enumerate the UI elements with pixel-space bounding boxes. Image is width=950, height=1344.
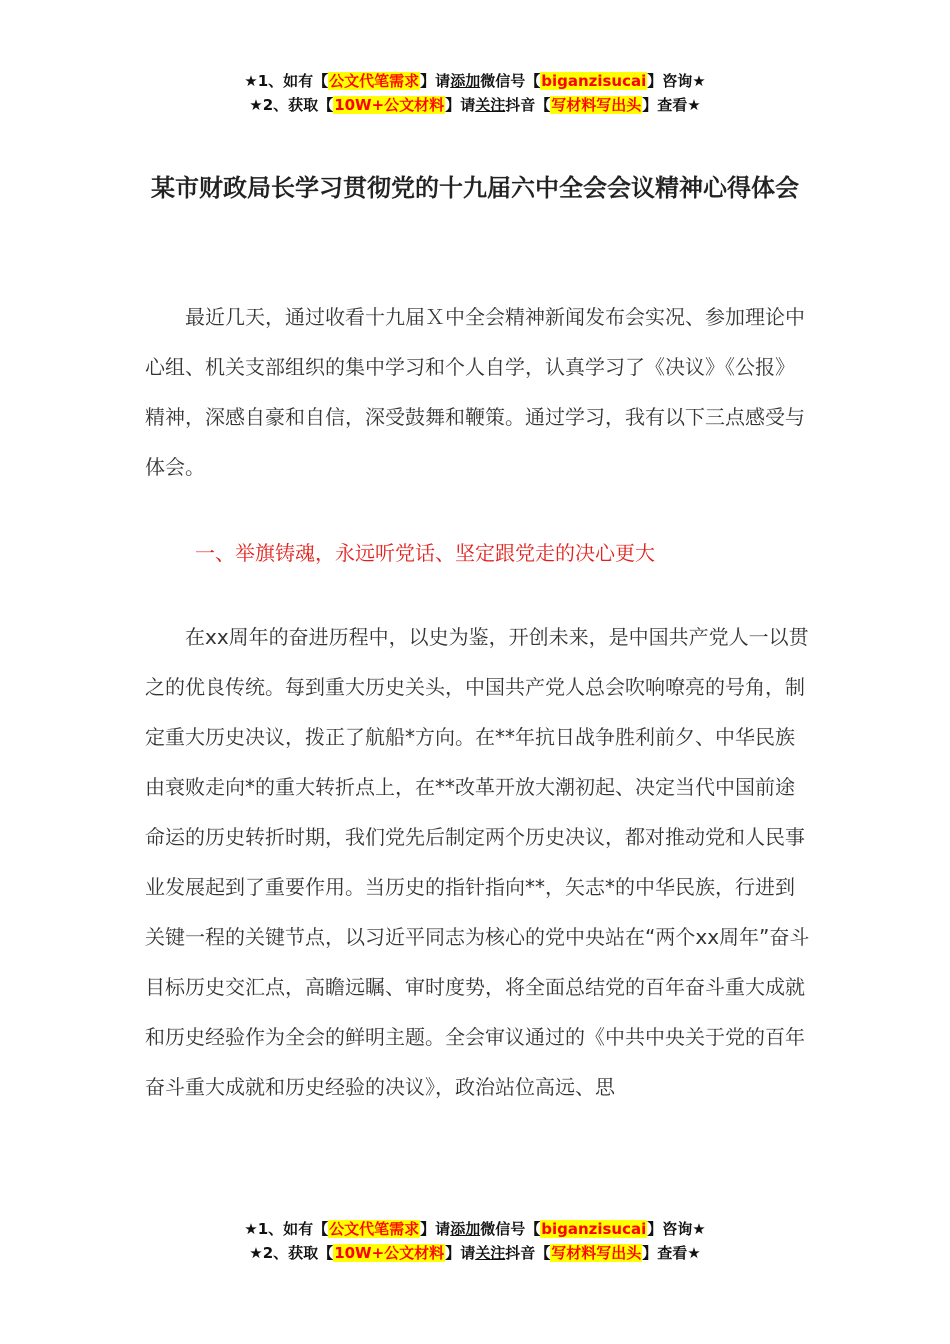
footer-banner	[0, 1217, 950, 1265]
section-heading: 一、举旗铸魂，永远听党话、坚定跟党走的决心更大	[195, 541, 655, 565]
banner-highlight: 10W+公文材料	[334, 1244, 445, 1262]
banner-text: 】请	[420, 72, 451, 90]
banner-text: 抖音【	[505, 1244, 551, 1262]
banner-text: 】查看★	[642, 96, 701, 114]
banner-highlight: biganzisucai	[541, 1220, 647, 1238]
banner-text: 】请	[445, 1244, 476, 1262]
banner-text: ★1、如有【	[244, 1220, 329, 1238]
banner-text: ★2、获取【	[249, 96, 334, 114]
banner-highlight: 写材料写出头	[551, 96, 642, 114]
banner-text: 】请	[420, 1220, 451, 1238]
banner-text: 微信号【	[480, 72, 541, 90]
banner-text: 】咨询★	[647, 72, 706, 90]
banner-highlight: 公文代笔需求	[329, 1220, 420, 1238]
banner-line-2	[0, 1241, 950, 1265]
header-banner	[0, 69, 950, 117]
banner-underlined: 添加	[450, 72, 481, 90]
banner-text: ★1、如有【	[244, 72, 329, 90]
intro-paragraph: 最近几天，通过收看十九届Ｘ中全会精神新闻发布会实况、参加理论中心组、机关支部组织的集中学习和个人自学，认真学习了《决议》《公报》精神，深感自豪和自信，深受鼓舞和鞭策。通过学习，我有以下三点感受与体会。	[145, 305, 805, 479]
banner-line-1	[0, 69, 950, 93]
banner-text: 】咨询★	[647, 1220, 706, 1238]
banner-text: ★2、获取【	[249, 1244, 334, 1262]
banner-text: 】查看★	[642, 1244, 701, 1262]
banner-underlined: 关注	[475, 1244, 506, 1262]
banner-underlined: 添加	[450, 1220, 481, 1238]
body-paragraph: 在xx周年的奋进历程中，以史为鉴，开创未来，是中国共产党人一以贯之的优良传统。每到重大历史关头，中国共产党人总会吹响嘹亮的号角，制定重大历史决议，拨正了航船*方向。在**年抗日战争胜利前夕、中华民族由衰败走向*的重大转折点上，在**改革开放大潮初起、决定当代中国前途命运的历史转折时期，我们党先后制定两个历史决议，都对推动党和人民事业发展起到了重要作用。当历史的指针指向**，矢志*的中华民族，行进到关键一程的关键节点，以习近平同志为核心的党中央站在“两个xx周年”奋斗目标历史交汇点，高瞻远瞩、审时度势，将全面总结党的百年奋斗重大成就和历史经验作为全会的鲜明主题。全会审议通过的《中共中央关于党的百年奋斗重大成就和历史经验的决议》，政治站位高远、思	[145, 625, 810, 1099]
banner-highlight: 公文代笔需求	[329, 72, 420, 90]
banner-highlight: 写材料写出头	[551, 1244, 642, 1262]
banner-highlight: biganzisucai	[541, 72, 647, 90]
banner-text: 抖音【	[505, 96, 551, 114]
banner-line-2	[0, 93, 950, 117]
banner-underlined: 关注	[475, 96, 506, 114]
banner-text: 】请	[445, 96, 476, 114]
document-title: 某市财政局长学习贯彻党的十九届六中全会会议精神心得体会	[151, 174, 799, 202]
banner-text: 微信号【	[480, 1220, 541, 1238]
banner-highlight: 10W+公文材料	[334, 96, 445, 114]
banner-line-1	[0, 1217, 950, 1241]
